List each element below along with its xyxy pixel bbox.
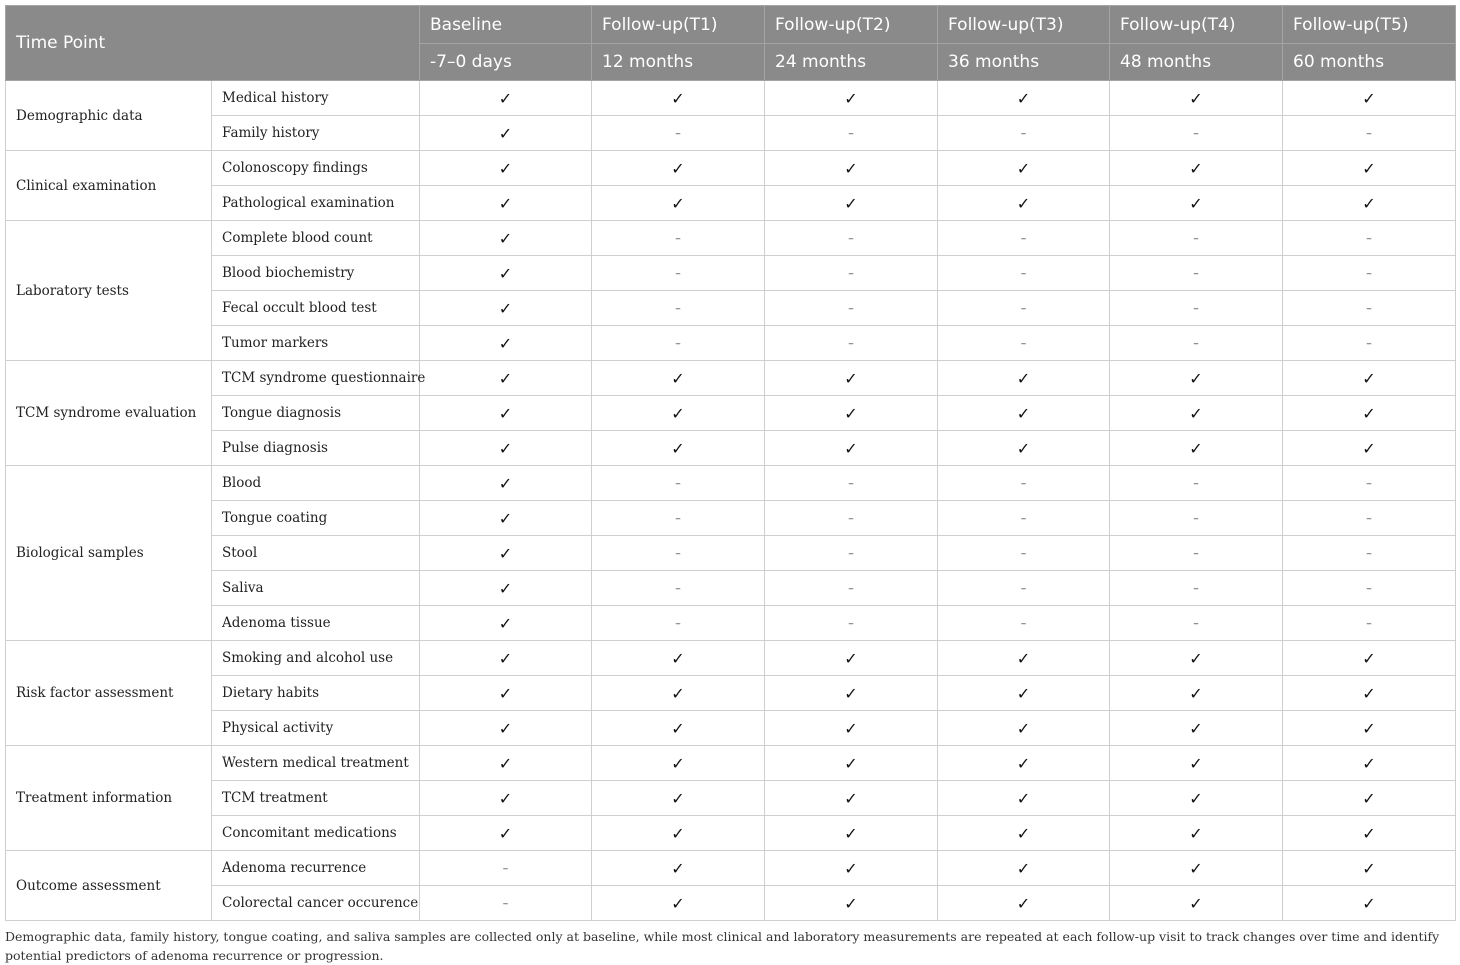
dash-icon: –: [765, 571, 938, 606]
checkmark-icon: ✓: [1283, 851, 1456, 886]
checkmark-icon: ✓: [420, 151, 592, 186]
checkmark-icon: ✓: [420, 676, 592, 711]
checkmark-icon: ✓: [592, 151, 765, 186]
checkmark-icon: ✓: [420, 536, 592, 571]
checkmark-icon: ✓: [1283, 816, 1456, 851]
checkmark-icon: ✓: [1110, 431, 1283, 466]
checkmark-icon: ✓: [1283, 711, 1456, 746]
table-row: [6, 221, 1456, 256]
checkmark-icon: ✓: [1110, 851, 1283, 886]
checkmark-icon: ✓: [420, 641, 592, 676]
checkmark-icon: ✓: [592, 361, 765, 396]
checkmark-icon: ✓: [1283, 886, 1456, 921]
table-row: [6, 676, 1456, 711]
table-row: [6, 431, 1456, 466]
item-cell: Medical history: [212, 81, 420, 116]
checkmark-icon: ✓: [592, 81, 765, 116]
table-row: [6, 186, 1456, 221]
item-cell: Dietary habits: [212, 676, 420, 711]
checkmark-icon: ✓: [1283, 781, 1456, 816]
checkmark-icon: ✓: [765, 676, 938, 711]
checkmark-icon: ✓: [592, 711, 765, 746]
checkmark-icon: ✓: [420, 816, 592, 851]
checkmark-icon: ✓: [592, 396, 765, 431]
checkmark-icon: ✓: [592, 431, 765, 466]
visit-name-header: Follow-up(T4): [1110, 6, 1283, 44]
dash-icon: –: [1110, 291, 1283, 326]
checkmark-icon: ✓: [1283, 396, 1456, 431]
table-row: [6, 886, 1456, 921]
checkmark-icon: ✓: [1110, 361, 1283, 396]
checkmark-icon: ✓: [938, 431, 1110, 466]
table-row: [6, 711, 1456, 746]
dash-icon: –: [592, 501, 765, 536]
dash-icon: –: [938, 606, 1110, 641]
checkmark-icon: ✓: [938, 816, 1110, 851]
dash-icon: –: [1283, 571, 1456, 606]
checkmark-icon: ✓: [1283, 81, 1456, 116]
checkmark-icon: ✓: [1283, 361, 1456, 396]
visit-name-header: Follow-up(T5): [1283, 6, 1456, 44]
checkmark-icon: ✓: [1110, 816, 1283, 851]
item-cell: TCM syndrome questionnaire: [212, 361, 420, 396]
item-cell: Blood: [212, 466, 420, 501]
dash-icon: –: [1283, 501, 1456, 536]
item-cell: Smoking and alcohol use: [212, 641, 420, 676]
table-row: [6, 326, 1456, 361]
item-cell: Physical activity: [212, 711, 420, 746]
checkmark-icon: ✓: [938, 886, 1110, 921]
checkmark-icon: ✓: [1110, 186, 1283, 221]
dash-icon: –: [592, 256, 765, 291]
visit-window-header: 48 months: [1110, 44, 1283, 81]
table-row: [6, 781, 1456, 816]
checkmark-icon: ✓: [592, 641, 765, 676]
checkmark-icon: ✓: [1110, 81, 1283, 116]
dash-icon: –: [765, 326, 938, 361]
visit-window-header: -7–0 days: [420, 44, 592, 81]
table-row: [6, 851, 1456, 886]
checkmark-icon: ✓: [1283, 676, 1456, 711]
checkmark-icon: ✓: [1283, 186, 1456, 221]
dash-icon: –: [592, 291, 765, 326]
checkmark-icon: ✓: [1110, 711, 1283, 746]
category-cell: Outcome assessment: [6, 851, 212, 921]
checkmark-icon: ✓: [420, 501, 592, 536]
item-cell: Family history: [212, 116, 420, 151]
checkmark-icon: ✓: [592, 186, 765, 221]
checkmark-icon: ✓: [420, 746, 592, 781]
dash-icon: –: [938, 291, 1110, 326]
visit-window-header: 36 months: [938, 44, 1110, 81]
dash-icon: –: [1110, 221, 1283, 256]
checkmark-icon: ✓: [765, 186, 938, 221]
item-cell: Complete blood count: [212, 221, 420, 256]
dash-icon: –: [765, 116, 938, 151]
dash-icon: –: [592, 221, 765, 256]
item-cell: Blood biochemistry: [212, 256, 420, 291]
checkmark-icon: ✓: [938, 851, 1110, 886]
checkmark-icon: ✓: [592, 746, 765, 781]
dash-icon: –: [938, 326, 1110, 361]
checkmark-icon: ✓: [938, 81, 1110, 116]
checkmark-icon: ✓: [938, 396, 1110, 431]
table-row: [6, 536, 1456, 571]
visit-window-header: 12 months: [592, 44, 765, 81]
table-row: [6, 116, 1456, 151]
checkmark-icon: ✓: [765, 361, 938, 396]
checkmark-icon: ✓: [1110, 676, 1283, 711]
checkmark-icon: ✓: [1283, 746, 1456, 781]
item-cell: TCM treatment: [212, 781, 420, 816]
category-cell: Clinical examination: [6, 151, 212, 221]
checkmark-icon: ✓: [1110, 886, 1283, 921]
dash-icon: –: [765, 221, 938, 256]
checkmark-icon: ✓: [765, 151, 938, 186]
checkmark-icon: ✓: [938, 641, 1110, 676]
table-row: [6, 81, 1456, 116]
checkmark-icon: ✓: [420, 361, 592, 396]
checkmark-icon: ✓: [420, 781, 592, 816]
dash-icon: –: [1110, 466, 1283, 501]
visit-window-header: 24 months: [765, 44, 938, 81]
dash-icon: –: [765, 291, 938, 326]
table-row: [6, 361, 1456, 396]
table-body: [6, 81, 1456, 921]
item-cell: Western medical treatment: [212, 746, 420, 781]
checkmark-icon: ✓: [1283, 431, 1456, 466]
dash-icon: –: [1283, 291, 1456, 326]
table-row: [6, 396, 1456, 431]
checkmark-icon: ✓: [420, 431, 592, 466]
dash-icon: –: [938, 116, 1110, 151]
checkmark-icon: ✓: [420, 116, 592, 151]
table-row: [6, 606, 1456, 641]
dash-icon: –: [1110, 116, 1283, 151]
dash-icon: –: [1110, 606, 1283, 641]
item-cell: Adenoma recurrence: [212, 851, 420, 886]
item-cell: Adenoma tissue: [212, 606, 420, 641]
checkmark-icon: ✓: [938, 361, 1110, 396]
checkmark-icon: ✓: [938, 186, 1110, 221]
item-cell: Fecal occult blood test: [212, 291, 420, 326]
checkmark-icon: ✓: [592, 781, 765, 816]
checkmark-icon: ✓: [1110, 746, 1283, 781]
checkmark-icon: ✓: [420, 291, 592, 326]
checkmark-icon: ✓: [765, 851, 938, 886]
dash-icon: –: [765, 501, 938, 536]
dash-icon: –: [592, 606, 765, 641]
checkmark-icon: ✓: [765, 816, 938, 851]
table-footnote: Demographic data, family history, tongue coating, and saliva samples are collected only at baseline, while most clinical and laboratory measurements are repeated at each follow-up visit to track changes over time and identify potential predictors of adenoma recurrence or progression.: [5, 929, 1440, 963]
item-cell: Tongue diagnosis: [212, 396, 420, 431]
checkmark-icon: ✓: [1110, 151, 1283, 186]
category-cell: Demographic data: [6, 81, 212, 151]
dash-icon: –: [420, 886, 592, 921]
table-row: [6, 816, 1456, 851]
dash-icon: –: [1110, 501, 1283, 536]
checkmark-icon: ✓: [938, 676, 1110, 711]
checkmark-icon: ✓: [420, 571, 592, 606]
dash-icon: –: [420, 851, 592, 886]
dash-icon: –: [1110, 571, 1283, 606]
checkmark-icon: ✓: [765, 886, 938, 921]
item-cell: Tumor markers: [212, 326, 420, 361]
schedule-table-container: [5, 5, 1455, 965]
table-row: [6, 151, 1456, 186]
dash-icon: –: [938, 466, 1110, 501]
category-cell: Laboratory tests: [6, 221, 212, 361]
dash-icon: –: [765, 606, 938, 641]
dash-icon: –: [765, 466, 938, 501]
dash-icon: –: [592, 571, 765, 606]
dash-icon: –: [938, 536, 1110, 571]
visit-name-header: Follow-up(T2): [765, 6, 938, 44]
checkmark-icon: ✓: [592, 886, 765, 921]
checkmark-icon: ✓: [592, 676, 765, 711]
dash-icon: –: [1283, 536, 1456, 571]
dash-icon: –: [1283, 221, 1456, 256]
checkmark-icon: ✓: [765, 641, 938, 676]
checkmark-icon: ✓: [938, 746, 1110, 781]
visit-name-header: Follow-up(T1): [592, 6, 765, 44]
table-row: [6, 291, 1456, 326]
checkmark-icon: ✓: [765, 81, 938, 116]
checkmark-icon: ✓: [420, 711, 592, 746]
checkmark-icon: ✓: [1110, 781, 1283, 816]
visit-name-header: Follow-up(T3): [938, 6, 1110, 44]
table-row: [6, 641, 1456, 676]
checkmark-icon: ✓: [765, 431, 938, 466]
table-row: [6, 501, 1456, 536]
item-cell: Colonoscopy findings: [212, 151, 420, 186]
dash-icon: –: [592, 116, 765, 151]
checkmark-icon: ✓: [420, 186, 592, 221]
dash-icon: –: [1283, 466, 1456, 501]
category-cell: Biological samples: [6, 466, 212, 641]
dash-icon: –: [765, 536, 938, 571]
checkmark-icon: ✓: [420, 256, 592, 291]
checkmark-icon: ✓: [938, 151, 1110, 186]
item-cell: Pathological examination: [212, 186, 420, 221]
dash-icon: –: [938, 256, 1110, 291]
checkmark-icon: ✓: [765, 746, 938, 781]
visit-name-header: Baseline: [420, 6, 592, 44]
table-row: [6, 746, 1456, 781]
item-cell: Colorectal cancer occurence: [212, 886, 420, 921]
checkmark-icon: ✓: [592, 816, 765, 851]
visit-window-header: 60 months: [1283, 44, 1456, 81]
dash-icon: –: [938, 571, 1110, 606]
dash-icon: –: [1283, 256, 1456, 291]
dash-icon: –: [592, 466, 765, 501]
checkmark-icon: ✓: [1283, 641, 1456, 676]
checkmark-icon: ✓: [420, 606, 592, 641]
checkmark-icon: ✓: [420, 326, 592, 361]
category-cell: Risk factor assessment: [6, 641, 212, 746]
dash-icon: –: [938, 501, 1110, 536]
item-cell: Tongue coating: [212, 501, 420, 536]
dash-icon: –: [1283, 606, 1456, 641]
header-row-visit-names: [6, 6, 1456, 44]
checkmark-icon: ✓: [592, 851, 765, 886]
time-point-header: Time Point: [6, 6, 420, 81]
item-cell: Pulse diagnosis: [212, 431, 420, 466]
item-cell: Stool: [212, 536, 420, 571]
dash-icon: –: [1110, 256, 1283, 291]
item-cell: Concomitant medications: [212, 816, 420, 851]
dash-icon: –: [592, 326, 765, 361]
checkmark-icon: ✓: [938, 711, 1110, 746]
checkmark-icon: ✓: [420, 81, 592, 116]
checkmark-icon: ✓: [1110, 396, 1283, 431]
checkmark-icon: ✓: [938, 781, 1110, 816]
checkmark-icon: ✓: [1283, 151, 1456, 186]
checkmark-icon: ✓: [420, 396, 592, 431]
checkmark-icon: ✓: [420, 466, 592, 501]
dash-icon: –: [765, 256, 938, 291]
dash-icon: –: [1283, 116, 1456, 151]
item-cell: Saliva: [212, 571, 420, 606]
dash-icon: –: [1283, 326, 1456, 361]
checkmark-icon: ✓: [1110, 641, 1283, 676]
dash-icon: –: [938, 221, 1110, 256]
assessment-schedule-table: [5, 5, 1456, 921]
category-cell: Treatment information: [6, 746, 212, 851]
table-header: [6, 6, 1456, 81]
dash-icon: –: [1110, 326, 1283, 361]
table-row: [6, 571, 1456, 606]
checkmark-icon: ✓: [420, 221, 592, 256]
category-cell: TCM syndrome evaluation: [6, 361, 212, 466]
table-row: [6, 466, 1456, 501]
checkmark-icon: ✓: [765, 711, 938, 746]
checkmark-icon: ✓: [765, 781, 938, 816]
dash-icon: –: [1110, 536, 1283, 571]
dash-icon: –: [592, 536, 765, 571]
table-row: [6, 256, 1456, 291]
checkmark-icon: ✓: [765, 396, 938, 431]
